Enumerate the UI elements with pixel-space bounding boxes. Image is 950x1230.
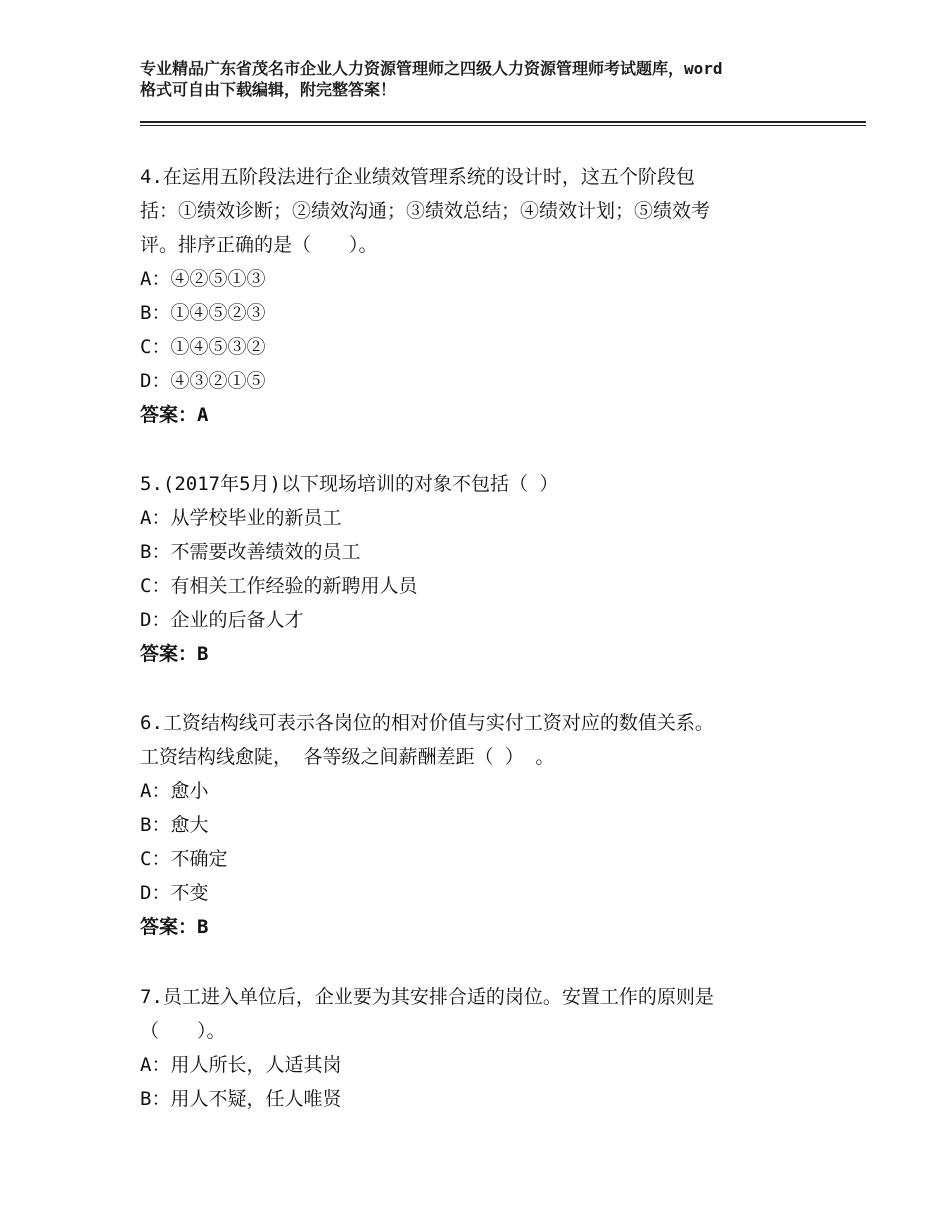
option-b: B：不需要改善绩效的员工: [140, 541, 361, 563]
question-7: [140, 980, 840, 1116]
header-divider-thin: [140, 125, 866, 126]
option-d: D：不变: [140, 882, 209, 904]
question-stem-line: （ ）。: [140, 1020, 226, 1042]
option-c: C：有相关工作经验的新聘用人员: [140, 575, 418, 597]
header-line-2: 格式可自由下载编辑，附完整答案！: [140, 80, 397, 99]
option-c: C：①④⑤③②: [140, 336, 266, 358]
option-d: D：企业的后备人才: [140, 609, 304, 631]
question-stem-line: 7.员工进入单位后，企业要为其安排合适的岗位。安置工作的原则是: [140, 986, 714, 1008]
option-a: A：用人所长，人适其岗: [140, 1054, 342, 1076]
option-b: B：用人不疑，任人唯贤: [140, 1088, 342, 1110]
document-header: [140, 58, 840, 100]
question-stem-line: 评。排序正确的是（ ）。: [140, 234, 378, 256]
option-c: C：不确定: [140, 848, 228, 870]
answer: 答案：B: [140, 643, 209, 665]
question-stem-line: 6.工资结构线可表示各岗位的相对价值与实付工资对应的数值关系。: [140, 712, 714, 734]
option-a: A：愈小: [140, 780, 209, 802]
question-stem-line: 工资结构线愈陡， 各等级之间薪酬差距（ ） 。: [140, 746, 555, 768]
question-stem-line: 括：①绩效诊断；②绩效沟通；③绩效总结；④绩效计划；⑤绩效考: [140, 200, 711, 222]
question-stem-line: 4.在运用五阶段法进行企业绩效管理系统的设计时，这五个阶段包: [140, 166, 695, 188]
answer: 答案：B: [140, 916, 209, 938]
question-stem-line: 5.(2017年5月)以下现场培训的对象不包括（ ）: [140, 473, 559, 495]
header-line-1: 专业精品广东省茂名市企业人力资源管理师之四级人力资源管理师考试题库，word: [140, 59, 723, 78]
option-b: B：①④⑤②③: [140, 302, 266, 324]
question-4: [140, 160, 840, 432]
answer: 答案：A: [140, 404, 209, 426]
option-a: A：④②⑤①③: [140, 268, 266, 290]
option-b: B：愈大: [140, 814, 209, 836]
question-6: [140, 706, 840, 944]
option-a: A：从学校毕业的新员工: [140, 507, 342, 529]
header-divider-thick: [140, 121, 866, 123]
question-5: [140, 467, 840, 671]
option-d: D：④③②①⑤: [140, 370, 266, 392]
